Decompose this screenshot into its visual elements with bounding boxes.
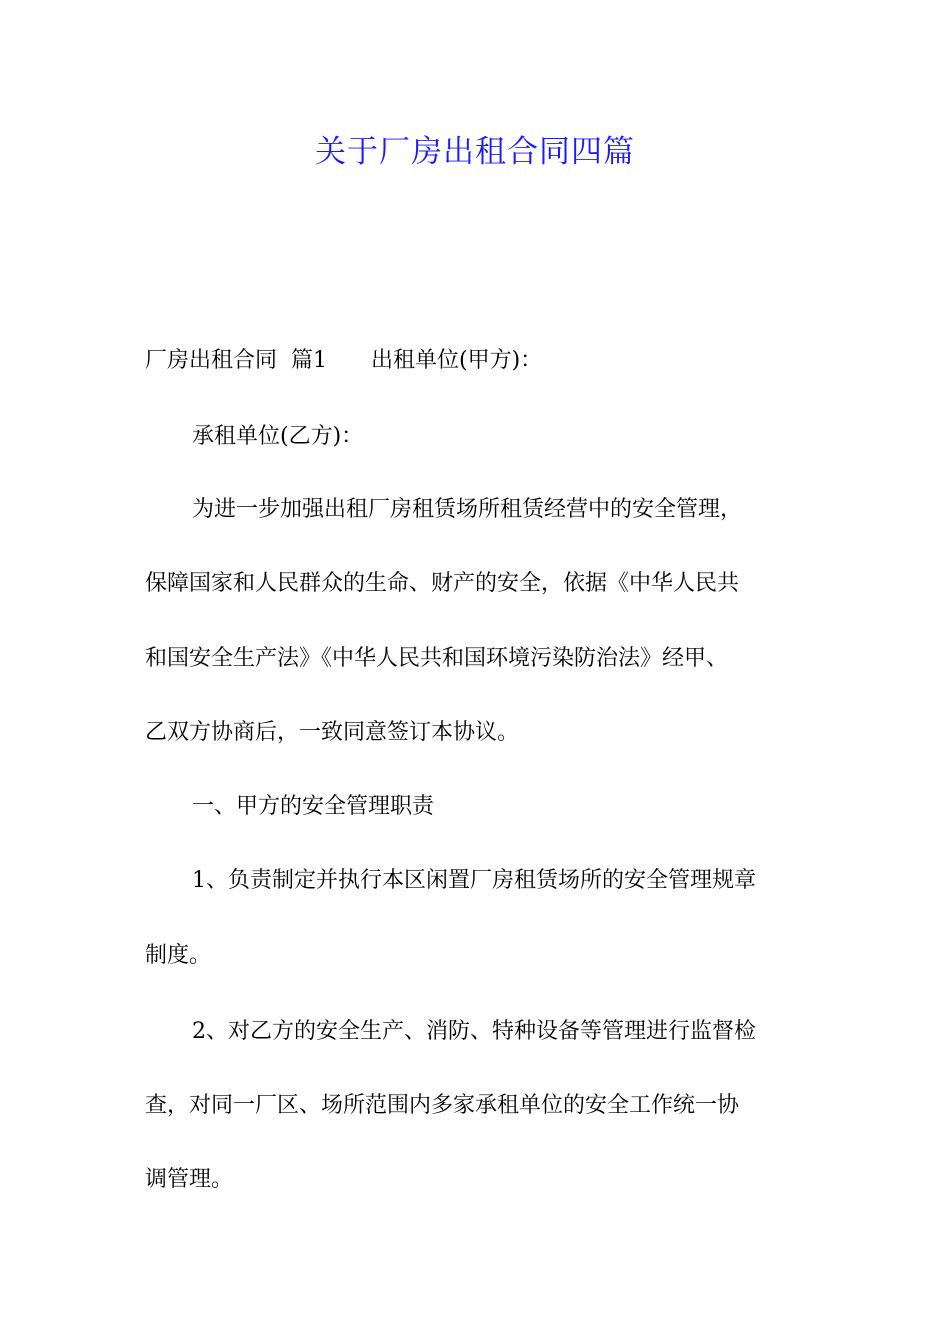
paragraph-line: 和国安全生产法》《中华人民共和国环境污染防治法》经甲、 bbox=[145, 646, 729, 671]
paragraph-line: 为进一步加强出租厂房租赁场所租赁经营中的安全管理， bbox=[192, 497, 743, 522]
paragraph-line: 乙双方协商后，一致同意签订本协议。 bbox=[145, 720, 520, 745]
lessor-label: 出租单位(甲方)： bbox=[370, 348, 543, 373]
paragraph-line: 保障国家和人民群众的生命、财产的安全，依据《中华人民共 bbox=[145, 571, 740, 596]
lessee-label: 承租单位(乙方)： bbox=[192, 424, 364, 449]
paragraph-line: 2、对乙方的安全生产、消防、特种设备等管理进行监督检 bbox=[192, 1019, 756, 1044]
paragraph-line: 1、负责制定并执行本区闲置厂房租赁场所的安全管理规章 bbox=[192, 868, 756, 893]
document-title: 关于厂房出租合同四篇 bbox=[315, 134, 635, 170]
paragraph-line: 调管理。 bbox=[145, 1167, 234, 1192]
section-heading: 一、甲方的安全管理职责 bbox=[192, 794, 435, 819]
paragraph-line: 制度。 bbox=[145, 943, 212, 968]
paragraph-line: 查，对同一厂区、场所范围内多家承租单位的安全工作统一协 bbox=[145, 1093, 740, 1118]
contract-heading-line bbox=[145, 344, 815, 378]
contract-heading: 厂房出租合同 篇1 bbox=[145, 348, 327, 373]
